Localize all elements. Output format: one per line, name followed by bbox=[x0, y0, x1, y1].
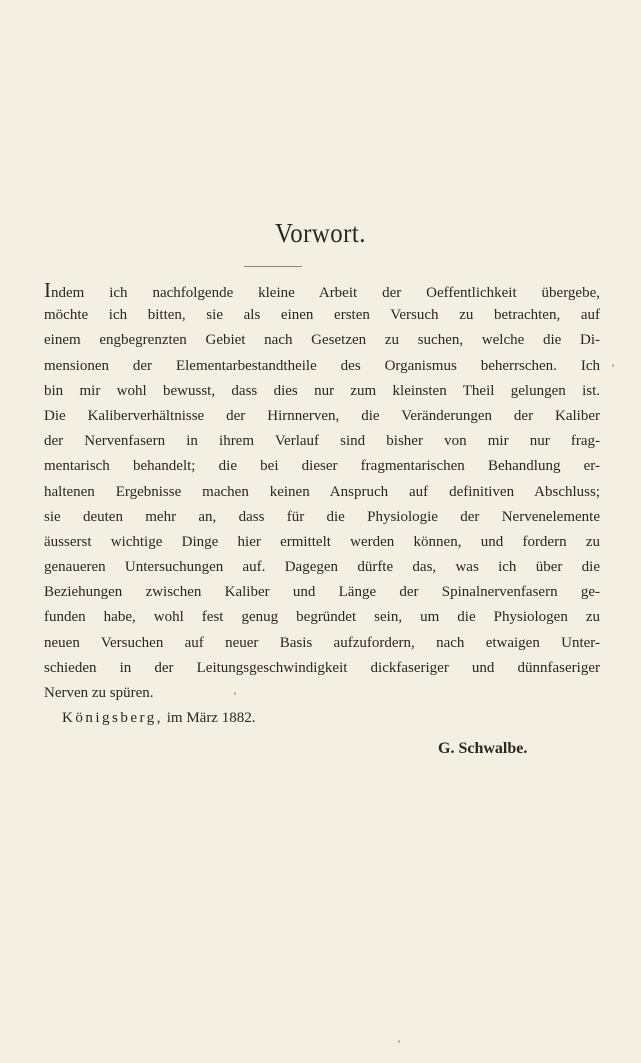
paragraph-line: schieden in der Leitungsgeschwindigkeit dickfaseriger und dünnfaseriger bbox=[44, 659, 600, 676]
paper-speck bbox=[612, 364, 614, 367]
paragraph-line: Indem ich nachfolgende kleine Arbeit der Oeffentlichkeit übergebe, bbox=[44, 278, 600, 302]
paragraph-line: neuen Versuchen auf neuer Basis aufzufordern, nach etwaigen Unter- bbox=[44, 634, 600, 651]
paragraph-line: genaueren Untersuchungen auf. Dagegen dürfte das, was ich über die bbox=[44, 559, 600, 576]
paragraph-line: haltenen Ergebnisse machen keinen Anspruch auf definitiven Abschluss; bbox=[44, 483, 600, 500]
paragraph-line: sie deuten mehr an, dass für die Physiologie der Nervenelemente bbox=[44, 508, 600, 525]
preface-paragraph bbox=[44, 278, 600, 706]
date: im März 1882. bbox=[166, 710, 256, 726]
place: Königsberg, bbox=[62, 710, 163, 726]
paragraph-line: mensionen der Elementarbestandtheile des Organismus beherrschen. Ich bbox=[44, 357, 600, 374]
paragraph-line: Die Kaliberverhältnisse der Hirnnerven, die Veränderungen der Kaliber bbox=[44, 407, 600, 424]
paper-speck bbox=[398, 1040, 400, 1043]
paragraph-line: mentarisch behandelt; die bei dieser fragmentarischen Behandlung er- bbox=[44, 458, 600, 475]
paragraph-line: funden habe, wohl fest genug begründet sein, um die Physiologen zu bbox=[44, 609, 600, 626]
page-title: Vorwort. bbox=[275, 218, 366, 248]
paragraph-line: bin mir wohl bewusst, dass dies nur zum kleinsten Theil gelungen ist. bbox=[44, 382, 600, 399]
paragraph-line: der Nervenfasern in ihrem Verlauf sind bisher von mir nur frag- bbox=[44, 433, 600, 450]
author-signature: G. Schwalbe. bbox=[438, 740, 528, 757]
paragraph-line: einem engbegrenzten Gebiet nach Gesetzen zu suchen, welche die Di- bbox=[44, 332, 600, 349]
paper-speck bbox=[234, 692, 236, 695]
drop-initial: I bbox=[44, 278, 51, 302]
paragraph-line: äusserst wichtige Dinge hier ermittelt werden können, und fordern zu bbox=[44, 533, 600, 550]
paragraph-line: möchte ich bitten, sie als einen ersten Versuch zu betrachten, auf bbox=[44, 307, 600, 324]
paragraph-line: Beziehungen zwischen Kaliber und Länge der Spinalnervenfasern ge- bbox=[44, 584, 600, 601]
place-date bbox=[62, 710, 255, 727]
paragraph-line: Nerven zu spüren. bbox=[44, 685, 154, 701]
title-rule bbox=[244, 266, 302, 267]
